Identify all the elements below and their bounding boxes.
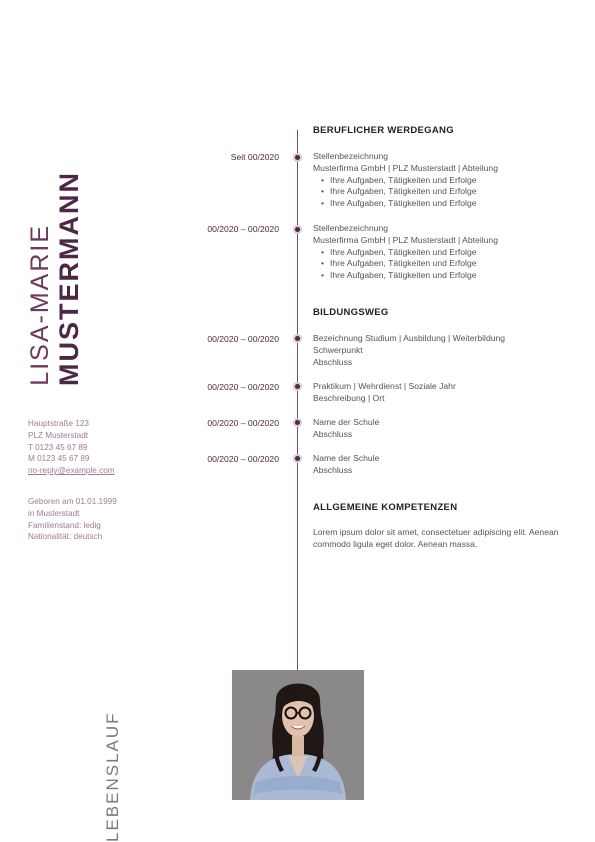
career-task: • Ihre Aufgaben, Tätigkeiten und Erfolge — [322, 186, 573, 198]
education-date-1: 00/2020 – 00/2020 — [207, 334, 279, 344]
career-company: Musterfirma GmbH | PLZ Musterstadt | Abteilung — [313, 234, 498, 245]
education-line: Abschluss — [313, 464, 353, 475]
timeline-dot — [293, 454, 302, 463]
personal-nationality: Nationalität: deutsch — [28, 532, 103, 542]
contact-phone: T 0123 45 67 89 — [28, 442, 88, 452]
career-section-title: BERUFLICHER WERDEGANG — [313, 125, 454, 136]
personal-born: Geboren am 01.01.1999 — [28, 497, 117, 506]
skills-section-title: ALLGEMEINE KOMPETENZEN — [313, 502, 458, 513]
personal-marital-status: Familienstand: ledig — [28, 520, 101, 530]
contact-block — [28, 418, 168, 477]
education-date-3: 00/2020 – 00/2020 — [207, 418, 279, 428]
career-task: • Ihre Aufgaben, Tätigkeiten und Erfolge — [322, 198, 573, 210]
career-task: • Ihre Aufgaben, Tätigkeiten und Erfolge — [322, 175, 573, 187]
timeline-line — [297, 130, 298, 670]
career-task-list — [313, 247, 573, 282]
timeline-dot — [293, 382, 302, 391]
personal-birthplace: in Musterstadt — [28, 508, 80, 518]
last-name: MUSTERMANN — [54, 171, 84, 386]
skills-text: Lorem ipsum dolor sit amet, consectetuer adipiscing elit. Aenean commodo ligula eget dolor. Aenean massa. — [313, 527, 559, 549]
education-date-2: 00/2020 – 00/2020 — [207, 382, 279, 392]
timeline-dot — [293, 418, 302, 427]
education-line: Beschreibung | Ort — [313, 392, 385, 403]
contact-mobile: M 0123 45 67 89 — [28, 454, 90, 464]
career-task: • Ihre Aufgaben, Tätigkeiten und Erfolge — [322, 270, 573, 282]
education-line: Name der Schule — [313, 417, 380, 427]
contact-city: PLZ Musterstadt — [28, 430, 89, 440]
education-entry-4 — [313, 453, 573, 477]
timeline-dot — [293, 153, 302, 162]
education-entry-2 — [313, 381, 573, 405]
timeline-dot — [293, 225, 302, 234]
education-entry-3 — [313, 417, 573, 441]
education-line: Name der Schule — [313, 453, 380, 463]
career-date-2: 00/2020 – 00/2020 — [207, 224, 279, 234]
career-task-list — [313, 175, 573, 210]
contact-email-link[interactable]: no-reply@example.com — [28, 466, 115, 476]
career-entry-1 — [313, 151, 573, 210]
first-name: LISA-MARIE — [26, 224, 54, 386]
education-date-4: 00/2020 – 00/2020 — [207, 454, 279, 464]
education-line: Schwerpunkt — [313, 344, 363, 355]
career-company: Musterfirma GmbH | PLZ Musterstadt | Abteilung — [313, 162, 498, 173]
career-entry-2 — [313, 223, 573, 282]
education-line: Praktikum | Wehrdienst | Soziale Jahr — [313, 381, 456, 391]
document-label: LEBENSLAUF — [103, 711, 122, 842]
education-line: Abschluss — [313, 428, 353, 439]
portrait-illustration — [232, 670, 364, 800]
contact-street: Hauptstraße 123 — [28, 419, 89, 428]
career-task: • Ihre Aufgaben, Tätigkeiten und Erfolge — [322, 247, 573, 259]
career-position: Stellenbezeichnung — [313, 151, 389, 161]
career-date-1: Seit 00/2020 — [230, 152, 279, 162]
profile-photo — [232, 670, 364, 800]
education-entry-1 — [313, 333, 573, 368]
timeline-dot — [293, 334, 302, 343]
career-position: Stellenbezeichnung — [313, 223, 389, 233]
personal-block — [28, 496, 168, 543]
education-line: Bezeichnung Studium | Ausbildung | Weiterbildung — [313, 333, 506, 343]
career-task: • Ihre Aufgaben, Tätigkeiten und Erfolge — [322, 258, 573, 270]
education-section-title: BILDUNGSWEG — [313, 307, 389, 318]
education-line: Abschluss — [313, 356, 353, 367]
